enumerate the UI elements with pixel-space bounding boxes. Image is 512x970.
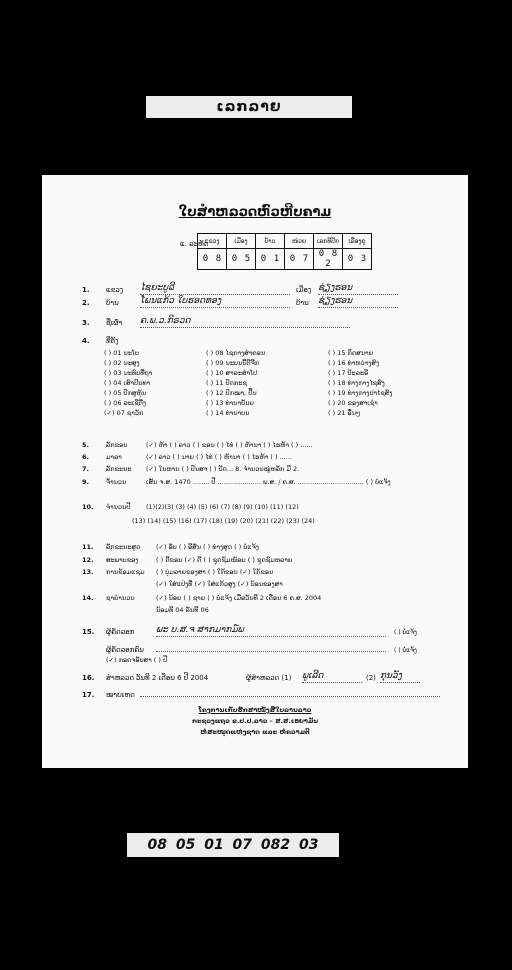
location-option: ( ) 05 ປົກສູຫຸ້ນ [104,389,147,397]
field-label: ແຂວງ [106,286,124,294]
option2-row-2 [82,568,273,576]
row-num: 5. [82,441,89,449]
top-label: ເລກລາຍ [146,96,352,118]
surveyor-1: ພູເລີດ [302,671,324,681]
location-option: ( ) 19 ທ່າງກາງປາໄຊສົງ [328,389,393,397]
field-value-line-2 [318,298,398,308]
count-options-b: (13) (14) (15) (16) (17) (18) (19) (20) (21) (22) (23) (24) [132,517,315,525]
row-label: ສຳຫລວດ [106,674,135,682]
code-digit: 8 [215,254,222,264]
field-value-line [140,285,290,295]
code-header-5: ເລືອງຄູ [343,234,372,249]
row-options: ( ) ບຸ່ມລາຍຂອງສາ ( ) ໃກ້ຂອນ (✓) ໃກ້ຂອນ [156,568,274,576]
option-row-2 [82,465,299,473]
section-4-num: 4. [82,337,90,345]
field-value-line [140,318,350,328]
row-num: 17. [82,691,95,699]
code-grid [197,233,372,270]
code-header-2: ບ້ານ [256,234,285,249]
field-num: 1. [82,286,90,294]
option-row-3 [82,478,391,486]
option2-row-3 [82,580,283,588]
field-value-2: ຊ່ຽງຮອນ [318,283,353,293]
code-cell-4 [314,249,343,270]
code-digit: 3 [360,254,367,264]
code-cell-0 [198,249,227,270]
footer-line-2: ກະຊວງແຖວ ຂ.ປ.ປ.ລາວ – ສ.ສ.ເອຍາມັນ [191,717,319,725]
row-num: 11. [82,543,94,551]
copyist-line-2 [156,642,386,652]
option2-row-5 [82,606,209,614]
field-value: ຄ.ພ.ວ.ກິຣວດ [140,316,191,326]
code-digit: 0 [202,254,209,264]
row-label: ໝາຍເຫດ [106,691,135,699]
option2-row-0 [82,543,259,551]
code-cell-2 [256,249,285,270]
row-label: ລັກຂະນະ [106,465,132,473]
surveyor-2-line [380,673,420,683]
location-option: ( ) 10 ສາ​ລະສຳໂປ [206,369,258,377]
location-option: ( ) 16 ທ່າຫວ່າງສົງ [328,359,380,367]
location-option: ( ) 01 ນະໂບ [104,349,139,357]
row-label: ຜູ້ຄັດລອກຄົນ [106,646,144,654]
surveyor-1-line [302,673,362,683]
field-row-1 [82,285,398,295]
row-label: ຈຳນວນປີ [106,503,131,511]
location-option: ( ) 09 ນະບນນີ້ຕີຈີກ [206,359,260,367]
row-options: ເສັ້ນ ຈ.ສ. 1470 ........ ປີ ..................... ພ.ສ. / ຄ.ສ. ................................ ( ) ບໍ່ແຈ້ງ [146,478,391,486]
location-option: (✓) 07 ຊາວັກ [104,409,144,417]
code-digit: 0 [347,254,354,264]
location-option: ( ) 20 ຂອງສາເຊໍາ [328,399,378,407]
copyist-options [106,656,167,664]
field-value-line [140,298,290,308]
note-row [82,687,440,699]
footer-line-1: ໂຄງການເກັບຮັກສາໜັງສືໃບລານລາວ [198,706,312,714]
option2-row-4 [82,594,321,602]
code-cell-3 [285,249,314,270]
row-num: 13. [82,568,94,576]
code-digit: 0 [289,254,296,264]
count-row [82,503,299,511]
option2-row-1 [82,556,292,564]
code-digit: 1 [273,254,280,264]
row-num: 16. [82,674,95,682]
row-num: 7. [82,465,89,473]
copyist-tail: ( ) ບໍ່ແຈ້ງ [394,629,417,636]
row-num: 12. [82,556,94,564]
row-options: ນ້ອມທີ 04 ລັນທີ 06 [156,606,209,614]
row-options: ( ) ດີຂອນ (✓) ດີ ( ) ຊຸດຊົມໜ້ອຍ ( ) ຊຸດຊົມຫລາຍ [156,556,293,564]
field-value: ໄຊຍະບູລີ [140,283,174,293]
location-option: ( ) 14 ທ່ານາບນ [206,409,250,417]
location-option: ( ) 03 ນະທົບທີ່ຖາ [104,369,153,377]
field-value-2: ຊ່ຽງຮອນ [318,296,353,306]
location-option: ( ) 02 ນະສູງ [104,359,140,367]
location-option: ( ) 17 ປ້ະລະອີ [328,369,369,377]
field-row-2 [82,298,398,308]
copyist-row [82,627,417,637]
row-num: 15. [82,628,95,636]
copyist-line [156,627,386,637]
code-cell-5 [343,249,372,270]
survey-form [42,175,468,768]
location-option: ( ) 13 ທ່ານາບັນຍ [206,399,254,407]
section-4-heading [82,337,140,345]
row-label: ລັກຂະນະສູດ [106,543,141,551]
code-header-3: ໜ່ວຍ [285,234,314,249]
field-label: ຊື່ເຜົ່າ [106,319,123,327]
row-num: 9. [82,478,89,486]
row-label: ມາລາ [106,453,122,461]
option-row-0 [82,441,313,449]
code-digit: 5 [244,254,251,264]
code-digit: 2 [325,259,331,269]
row-options: (✓) ອັບ ( ) ອີສັນ ( ) ທ່າງສູດ ( ) ບໍ່ແຈ້ງ [156,543,259,551]
surveyor-2: ກຸນວັງ [379,671,402,681]
row-label: ສະພາບຂອງ [106,556,139,564]
code-header-0: ແຂວງ [198,234,227,249]
code-digit: 8 [331,249,338,259]
row-num: 6. [82,453,89,461]
field-value-line-2 [318,285,398,295]
field-row-3 [82,318,350,328]
row-label: ລັກຂອນ [106,441,128,449]
option-row-1 [82,453,292,461]
code-header-4: ເລກທີປັກ [314,234,343,249]
field-label-2: ບ້ານ [296,299,309,307]
field-value: ໂພນແກ້ວ ໃບຮອດທອງ [140,296,222,306]
row-options: (✓) ຫ້າ ( ) ລາວ ( ) ຂອນ ( ) ໄທ່ ( ) ຫ້ານາ ( ) ໄຮຫ້າ ( ) ...... [146,441,313,449]
copyist-row-2 [106,642,417,654]
location-option: ( ) 06 ລະເຊີຕີ່ງ [104,399,147,407]
location-option: ( ) 18 ທ່າງກາງໄຊສົງ [328,379,385,387]
code-cell-1 [227,249,256,270]
copyist-value: ພະ ບ.ສ.ຈ ສາກມາກມ໌ພ [156,625,244,635]
location-option: ( ) 04 ເສົາປົນທາ [104,379,151,387]
location-option: ( ) 15 ກິດສນາຍ [328,349,374,357]
section-4-options [104,349,428,417]
row-options: (✓) ນ້ອຍ ( ) ຊາຍ ( ) ບໍ່ແຈ້ງ ເມື່ອວັນທີ 2 ເດືອນ 6 ຄ.ສ. 2004 [156,594,322,602]
location-option: ( ) 21 ອື່ນໆ [328,409,361,417]
field-label-2: ເມືອງ [296,286,312,294]
location-option: ( ) 08 ໄຊກາງສຳຄອນ [206,349,266,357]
row-options: (✓) ລາວ ( ) ນາຍ ( ) ໄທ່ ( ) ຫ້ານາ ( ) ໄຮຫ້າ ( ) ...... [146,453,292,461]
surveyor-2-label: (2) [366,674,376,682]
code-digit: 0 [260,254,267,264]
surveyor-label: ຜູ້ສຳຫລວດ (1) [246,674,292,682]
section-4-label: ທີ່ຕັ້ງ [106,337,119,345]
row-label: ຜູ້ຄັດລອກ [106,628,135,636]
bottom-code-label: 08 05 01 07 082 03 [127,833,339,857]
row-options: (✓) ກອດຈອັບສາ ( ) ປີ [106,656,168,664]
row-label: ການຂ້ອມແຊມ [106,568,145,576]
form-title: ໃບສຳຫລວດຫົວຫີບຄາມ [178,205,332,220]
row-label: ຈໍ້ານວນ [106,478,127,486]
row-num: 10. [82,503,94,511]
row-options: (✓) ໃນຫານ ( ) ປົນສາ ( ) ປັດ... 8. ຈຳນວນໝູ່ຫລັກ ມີ 2. [146,465,300,473]
location-option: ( ) 11 ປົດກະຊ [206,379,247,387]
copyist-tail-2: ( ) ບໍ່ແຈ້ງ [394,647,417,654]
form-footer [42,705,468,738]
code-digit: 7 [302,254,309,264]
note-line [140,687,440,697]
row-num: 14. [82,594,94,602]
field-label: ບ້ານ [106,299,119,307]
code-header-1: ເມືອງ [227,234,256,249]
footer-line-3: ຫໍສະໝຸດແຫ່ງຊາດ ແລະ ຫໍຄວາມຕີ [200,728,310,736]
row-options: (✓) ໃສ່ແປ່ງທີ່ (✓) ໃສ່ແກ້ວສູງ (✓) ນ້ອນຂອງສາ [156,580,283,588]
count-row-2 [132,517,315,525]
location-option: ( ) 12 ປົກໝາ, ປື້ນ [206,389,257,397]
field-num: 2. [82,299,90,307]
field-num: 3. [82,319,90,327]
row-label: ຊາຍຳນວນ [106,594,135,602]
code-label: ແ. ລະຫັດ [180,240,209,248]
code-digit: 0 [231,254,238,264]
count-options-a: (1)(2)(3) (3) (4) (5) (6) (7) (8) (9) (10) (11) (12) [146,503,299,511]
survey-date: ວັນທີ 2 ເດືອນ 6 ປີ 2004 [136,674,209,682]
survey-row [82,673,420,683]
code-digit: 0 [318,249,325,259]
